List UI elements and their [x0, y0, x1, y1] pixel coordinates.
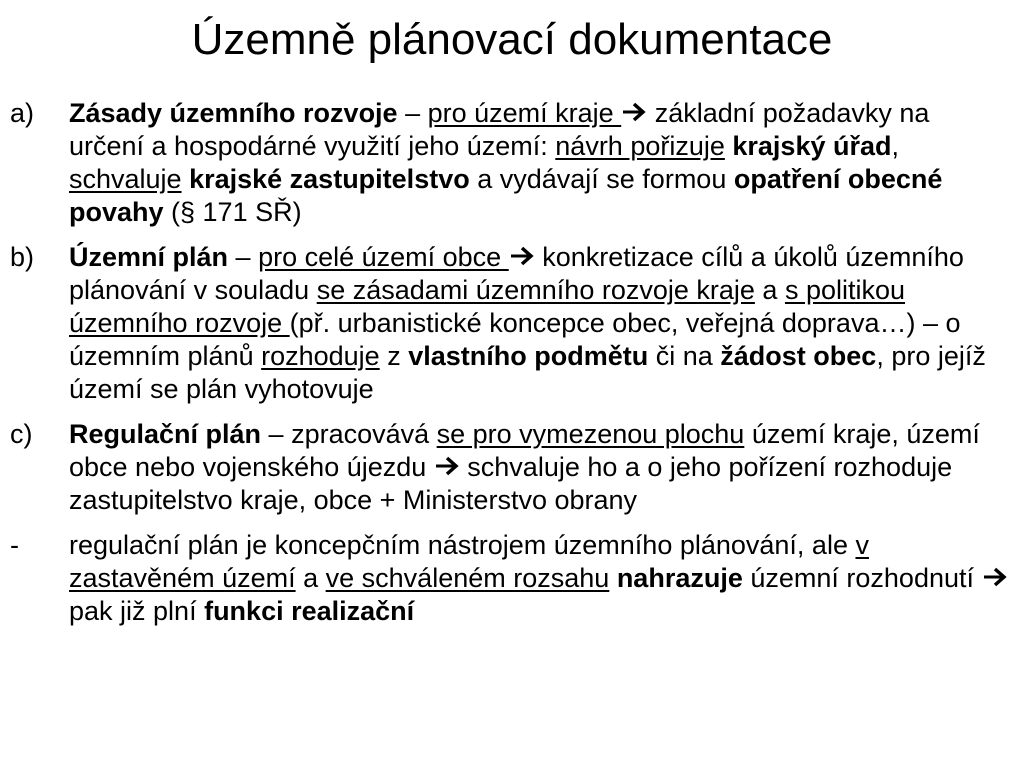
- bold-text: Územní plán: [69, 242, 229, 272]
- text-run: [182, 164, 190, 194]
- text-run: (§ 171 SŘ): [163, 197, 302, 227]
- text-run: ,: [891, 131, 900, 161]
- text-run: územní rozhodnutí: [742, 563, 982, 593]
- list-marker: b): [10, 242, 35, 272]
- underlined-text: pro celé území obce: [258, 242, 509, 272]
- underlined-text: ve schváleném rozsahu: [325, 563, 610, 593]
- arrow-right-icon: [509, 244, 535, 268]
- bold-text: Regulační plán: [69, 419, 262, 449]
- list-item-text: [69, 419, 980, 515]
- text-run: a vydávají se formou: [469, 164, 734, 194]
- text-run: pak již plní: [69, 596, 205, 626]
- underlined-text: návrh pořizuje: [555, 131, 725, 161]
- list-item: [10, 97, 1010, 229]
- text-run: –: [397, 98, 428, 128]
- text-run: a: [295, 563, 326, 593]
- underlined-text: s politikou územního rozvoje: [69, 275, 906, 338]
- underlined-text: schvaluje: [69, 164, 182, 194]
- text-run: schvaluje ho a o jeho pořízení rozhoduje zastupitelstvo kraje, obce + Ministerstvo obrany: [69, 452, 953, 515]
- arrow-right-icon: [621, 100, 647, 124]
- underlined-text: pro území kraje: [427, 98, 622, 128]
- bold-text: vlastního podmětu: [408, 341, 649, 371]
- underlined-text: se zásadami územního rozvoje kraje: [316, 275, 755, 305]
- list-item: [10, 529, 1010, 628]
- text-run: a: [754, 275, 785, 305]
- text-run: [609, 563, 617, 593]
- slide-title: Územně plánovací dokumentace: [191, 15, 833, 64]
- bold-text: žádost obec: [720, 341, 877, 371]
- text-run: – zpracovává: [261, 419, 437, 449]
- list-item-text: [69, 530, 1008, 626]
- text-run: či na: [648, 341, 721, 371]
- text-run: z: [379, 341, 409, 371]
- bold-text: opatření obecné povahy: [69, 164, 943, 227]
- arrow-right-icon: [434, 454, 460, 478]
- bold-text: krajské zastupitelstvo: [189, 164, 470, 194]
- bullet-list: [10, 97, 1010, 640]
- underlined-text: v zastavěném území: [69, 530, 869, 593]
- arrow-right-icon: [982, 565, 1008, 589]
- text-run: regulační plán je koncepčním nástrojem územního plánování, ale: [69, 530, 856, 560]
- list-item: [10, 418, 1010, 517]
- bold-text: Zásady územního rozvoje: [69, 98, 398, 128]
- list-marker: a): [10, 98, 35, 128]
- text-run: –: [228, 242, 259, 272]
- underlined-text: se pro vymezenou plochu: [436, 419, 745, 449]
- text-run: území kraje, území obce nebo vojenského újezdu: [69, 419, 980, 482]
- text-run: (př. urbanistické koncepce obec, veřejná doprava…) – o územním plánů: [69, 308, 961, 371]
- underlined-text: rozhoduje: [261, 341, 380, 371]
- bold-text: nahrazuje: [616, 563, 743, 593]
- list-item: [10, 241, 1010, 406]
- text-run: základní požadavky na určení a hospodárné využití jeho území:: [69, 98, 930, 161]
- text-run: , pro jejíž území se plán vyhotovuje: [69, 341, 986, 404]
- list-marker: c): [10, 419, 33, 449]
- list-marker: -: [10, 530, 19, 560]
- list-item-text: [69, 98, 942, 227]
- bold-text: funkci realizační: [204, 596, 415, 626]
- bold-text: krajský úřad: [732, 131, 892, 161]
- list-item-text: [69, 242, 986, 404]
- text-run: konkretizace cílů a úkolů územního plánování v souladu: [69, 242, 964, 305]
